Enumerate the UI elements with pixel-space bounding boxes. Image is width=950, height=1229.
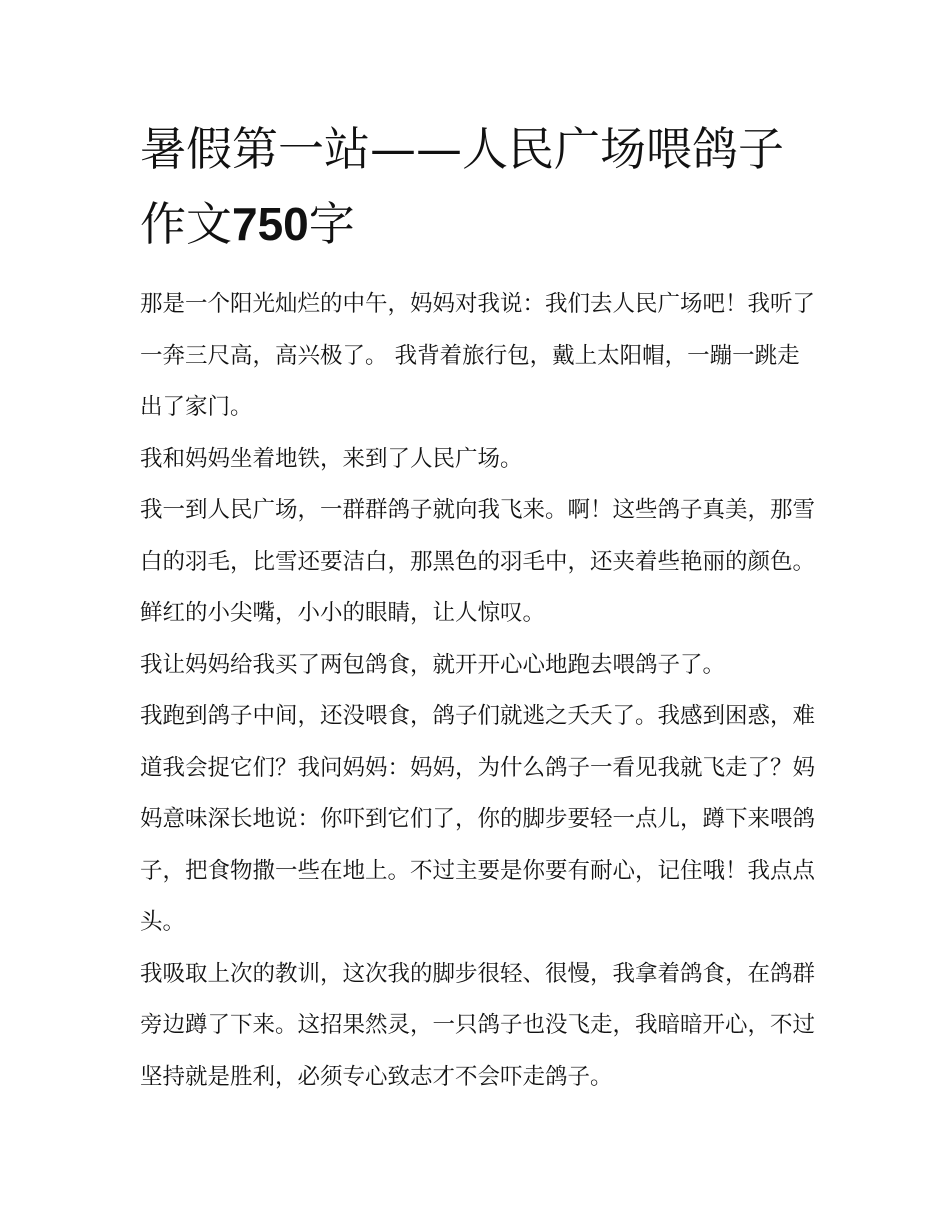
paragraph: 我吸取上次的教训，这次我的脚步很轻、很慢，我拿着鸽食，在鸽群旁边蹲了下来。这招果然灵，一只鸽子也没飞走，我暗暗开心，不过坚持就是胜利，必须专心致志才不会吓走鸽子。 — [140, 960, 816, 1090]
document-title — [140, 112, 820, 262]
title-word-count: 750 — [232, 198, 309, 250]
paragraph: 我一到人民广场，一群群鸽子就向我飞来。啊！这些鸽子真美，那雪白的羽毛，比雪还要洁白，那黑色的羽毛中，还夹着些艳丽的颜色。鲜红的小尖嘴，小小的眼睛，让人惊叹。 — [140, 497, 816, 626]
document-body — [140, 279, 815, 1103]
paragraph: 我让妈妈给我买了两包鸽食，就开开心心地跑去喂鸽子了。 — [140, 651, 726, 678]
title-suffix: 字 — [308, 197, 355, 251]
paragraph: 那是一个阳光灿烂的中午，妈妈对我说：我们去人民广场吧！我听了一奔三尺高，高兴极了。 我背着旅行包，戴上太阳帽，一蹦一跳走出了家门。 — [140, 291, 816, 420]
paragraph: 我和妈妈坐着地铁，来到了人民广场。 — [140, 445, 523, 472]
title-text: 暑假第一站——人民广场喂鸽子作文 — [140, 122, 784, 251]
paragraph: 我跑到鸽子中间，还没喂食，鸽子们就逃之夭夭了。我感到困惑，难道我会捉它们？我问妈妈：妈妈，为什么鸽子一看见我就飞走了？妈妈意味深长地说：你吓到它们了，你的脚步要轻一点儿，蹲下来喂鸽子，把食物撒一些在地上。不过主要是你要有耐心，记住哦！我点点头。 — [140, 703, 816, 935]
